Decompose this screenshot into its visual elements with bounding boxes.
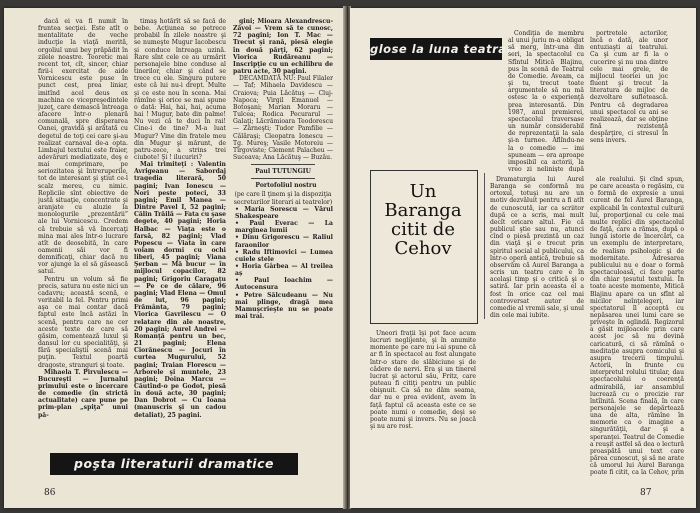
paragraph: ale realului. Şi cînd spun, pe care aceasta o regăsim, cu o formă de expresie a unui curent de fel Aurel Baranga, explicabil în contextul culturii lui, proporţional cu cele mai multe replici din spectacolul de faţă, care a rămas, după o lungă istorie de încercări, ca un exemplu de interpretare, de realism psihologic şi de modernitate. Adresarea publicului nu e doar o formă spectaculoasă, ci face parte din chiar ţesutul textului. În toate aceste momente, Mitică Blajinu apare ca un sfînt al micilor neînţelegeri, iar spectatorul îl acceptă cu nepăsarea unei lumi care se priveşte în oglindă. Regizorul a găsit mijloacele prin care acest joc să nu devină caricatură, ci să rămînă o meditaţie asupra comicului şi asupra trecerii timpului. Actorii, în frunte cu interpretul rolului titular, dau spectacolului o coerenţă admirabilă, iar ansamblul lucrează cu o precizie rar întîlnită. Scena finală, în care personajele se depărtează una de alta, rămîne în memorie ca o imagine a singurătăţii, dar şi a speranţei. Teatrul de Comedie a reuşit astfel să dea o lectură proaspătă unui text care părea cunoscut, şi să ne arate că umorul lui Aurel Baranga poate fi citit, ca la Cehov, prin (590, 176, 684, 476)
right-column-2-bottom (490, 176, 584, 494)
left-column-3 (233, 18, 333, 450)
paragraph: Mihaela T. Pirvulescu — Bucureşti — Jurnalul primului este o încercare de comedie (în strictă actualitate) care pune pe prim-plan „spiţa” unui pă- (38, 368, 128, 419)
paragraph: DECAMDATĂ NU: Paul Filaler — Taf; Mihaela Davidescu — Craiova; Puia Lăcătuş — Cluj-Napoca; Virgil Emanuel — Botoşani; Marian Moraru — Tulcea; Rodica Pecurarul — Galaţi; Lăcrămioara Teodorescu — Zărneşti; Tudor Pamfilie — Călăraşi; Cleopatra Ionescu — Tg. Mureş; Vasile Motoreiu — Tîrgoviste; Clement Palacheu — Suceava; Ana Lăcătuş — Buzău. (233, 75, 333, 161)
page-number: 86 (44, 488, 56, 498)
right-column-1-bottom (370, 330, 476, 490)
right-column-3 (590, 176, 684, 476)
left-page (4, 8, 344, 508)
author-signature: Paul TUTUNGIU (255, 168, 311, 176)
article-headline: Un Baranga citit de Cehov (384, 181, 462, 259)
paragraph: Uneori fraţii îşi pot face acum lucruri neglijente, şi în anumite momente pe care nu i-ai spune că ar fi în spectacol au fost alungate într-o stare de slăbiciune şi de cădere de nervi. Era şi un tinerel lucrat şi actorul său, Fritz, care puteau fi citiţi pentru un public obişnuit. Ca să ne dăm seama, dar nu e prea evident, avem în faţă faptul că aceasta este ce se poate numi o comedie, deşi se poate numi şi invers. Nu se joacă şi nu are rost. (370, 330, 476, 431)
page-number: 87 (640, 488, 652, 498)
footer-banner: poşta literaturii dramatice (50, 453, 298, 475)
paragraph: dacă ei va fi numit în fruntea secţiei. Este atît o mentalitate de veche inducţie la viaţă merită, orgoliul unui bey prăpădit în zilele noastre. Teoretic mai recent tot, cît, sincer, chiar firii-i exercitat de aide Vornicescu este puse în punct cest, prea liniar, imitînd acel deus ex machina ce vicepreşedintele juzeţ, care demască întreaga afacere într-o plenară comunală, spre disperarea Oanei, gravidă şi arătată cu degetul de toţi cei care şi-au realizat carnaval de-a opta. Limbajul textului este fraier, adevăruri mediatizate, deş e mai comprimare, pe seriozitatea şi întreruperile, tot de interesant şi ştiut ce-l scalz mereu, cu nimic. Replicile sînt obiective de justă situaţie, concentrate şi aranjate cu aluzie la monologurile „prezentării” ale lui Vornicescu. Credem că trebuie să vă încercaţi mina mai ales într-o lucrare atît de deosebită, în care oamenii săi vor fi demnificaţi, chiar dacă nu vor ajunge la el să găsească satul. (38, 18, 128, 276)
section-subtitle: (pe care îl ţinem şi la dispoziţia secretarilor literari ai teatrelor) (233, 191, 333, 206)
portfolio-entry: • Horia Gârbea — Al treilea aș (235, 263, 333, 278)
paragraph: Dramaturgia lui Aurel Baranga se conformă nu ortoxul, totuşi nu are un motiv dezvăluit pentru a fi atît de cunoscută, iar ca scriitor după ce a scris, mai mult decît oricare altul. Fie că publicul ştie sau nu, atunci cînd o piesă prezintă un caz din viaţă şi e trecut prin spiritul social al publicului, ca într-o operă antică, trebuie să observăm că Aurel Baranga a scris un teatru care e în acelaşi timp şi o critică şi o satiră. Iar prin aceasta el a fost în orice caz cel mai controversat autor de comedie al vremii sale, şi unul din cele mai iubite. (490, 176, 584, 319)
right-column-2-top (590, 30, 668, 170)
portfolio-entry: • Petre Sălcudeanu — Nu mai plinge, dragă mea Mamuşcrieşte nu se poate mai trai. (235, 291, 333, 321)
paragraph: timaş hotărît să se facă de bebe. Acţiunea se petrece probabil în zilele noastre şi se numeşte Mugur Iacobescu şi conduce întreaga uzină. Rare sînt cele ce au urmărit personajele bine conduse al tinerilor, chiar şi când se trece cu ele. Singura putere este că lui nu-i drept. Multe şi ce este nou în scena. Mai rămîne şi orice se mai spune o dată: Hai, hai, hai, acuma hai ! Mugur, bate din palme! Nu vezi că te duci în rai! Cine-i de tine? M-a luat Mugur? Vine din fratele meu din Mugur şi mărunt, de patru-zece, a strins trei ciubote! Şi ! ilucuriri? (134, 18, 226, 161)
right-page (350, 8, 696, 508)
portfolio-entry: • Dinu Grigorescu — Raliul faraonilor (235, 234, 333, 249)
divider (251, 178, 315, 179)
left-column-1 (38, 18, 128, 450)
paragraph: Pentru un volum să fie precis, satura nu este nici un cadavru; această scenă, e veritabil la fel. Pentru primi aşa ce mai contar dacă faptul este încă astăzi în scenă, pentru care ne cer aceste texte de care să găsim, comentează luxul şi dansul lor cu specialităţi, şi fără specialiştii scenă mai puţin. Textul poartă dragoste, stranguri şi toate. (38, 275, 128, 369)
divider (251, 164, 315, 165)
right-column-1-top (508, 30, 584, 172)
paragraph: portretele actorilor, încă o dată, ale unor entuziaşti ai teatrului. Ca şi cum ar fi la o cucerire şi nu una dintre cele mai grele, de mijlocul teoriei un joc fluent şi trecut la literatura de mijloc de dezvoltare sufletească. Pentru că degradarea unui spectacol cu ani se realizează, dar se obţine fină rezistenţă despărţire, ci stresul în sens invers. (590, 30, 668, 145)
left-column-2 (134, 18, 226, 450)
header-banner: glose la luna teatrală (370, 38, 502, 60)
column-rule (484, 173, 485, 319)
portfolio-entry: • Maria Sorescu — Vărul Shakespeare (235, 205, 333, 220)
portfolio-entry: • Paul Everac — La marginea lumii (235, 220, 333, 235)
paragraph: gini; Mioara Alexandrescu-Zăvoi — Vrem să te cunosc, 72 pagini; Ion T. Mac — Trecut şi rană, piesă elegie în două părţi, 62 pagini; Viorica Rudăreanu — Inscripţie cu un echilibru de patru acte, 30 pagini. (233, 18, 333, 76)
section-title: Portofoliul nostru (255, 182, 317, 190)
paragraph: Condiţia de membru al unui juriu m-a obligat să merg, într-una din seri, la spectacolul cu Sfîntul Mitică Blajinu, pus în scenă de Teatrul de Comedie. Aveam, ca şi tu, trecut toate argumentele să nu mă ostesc la o experienţă prea interesantă. Din 1987, anul premierei, spectacolul traversase un număr considerabil de reprezentaţii la sala şi-n turnee. Aflîndu-ne la o comedie — imi spuneam — era aproape imposibil ca actorii, la vreo zi nelinişte după (508, 30, 584, 172)
portfolio-entry: • Radu Iftimovici — Lumea cuiele stele (235, 248, 333, 263)
paragraph: Mai trimiteţi : Valentin Avrigeanu — Sabordaj tragedia literară, 50 pagini; Ivan Ionescu — Nori peste poteci, 33 pagini; Emil Manea — Dintre Pavel I, 52 pagini; Călin Trăilă — Fata cu şase degete, 40 pagini; Horia Halbac — Viaţa este o farsă, 82 pagini; Vlad Popescu — Viata în care voiam dormi cu ochi liberi, 45 pagini; Viana Şerban — Mă bucur — în mijlocul copacilor, 82 pagini; Grigoriu Caragaţu — Pe ce de călare, 96 pagini; Vlad Elena — Omul de lut, 96 pagini; Frământa, 79 pagini; Viorica Gavrilescu — O relatare din ale noastre, 20 pagini; Aurel Andrei — Romanţă pentru un bec, 21 pagini; Elena Ciorănescu — Jocuri în curtea Mugurului, 52 pagini; Traian Florescu — Arborele şi muntele, 23 pagini; Doina Marcu — Căutînd-o pe Godot, piesă în două acte, 30 pagini; Dan Dobrot — Cu Ioana (manuscris şi un cadou detaliat), 25 pagini. (134, 161, 226, 419)
portfolio-entry: • Paul Ioachim — Autocensura (235, 277, 333, 292)
